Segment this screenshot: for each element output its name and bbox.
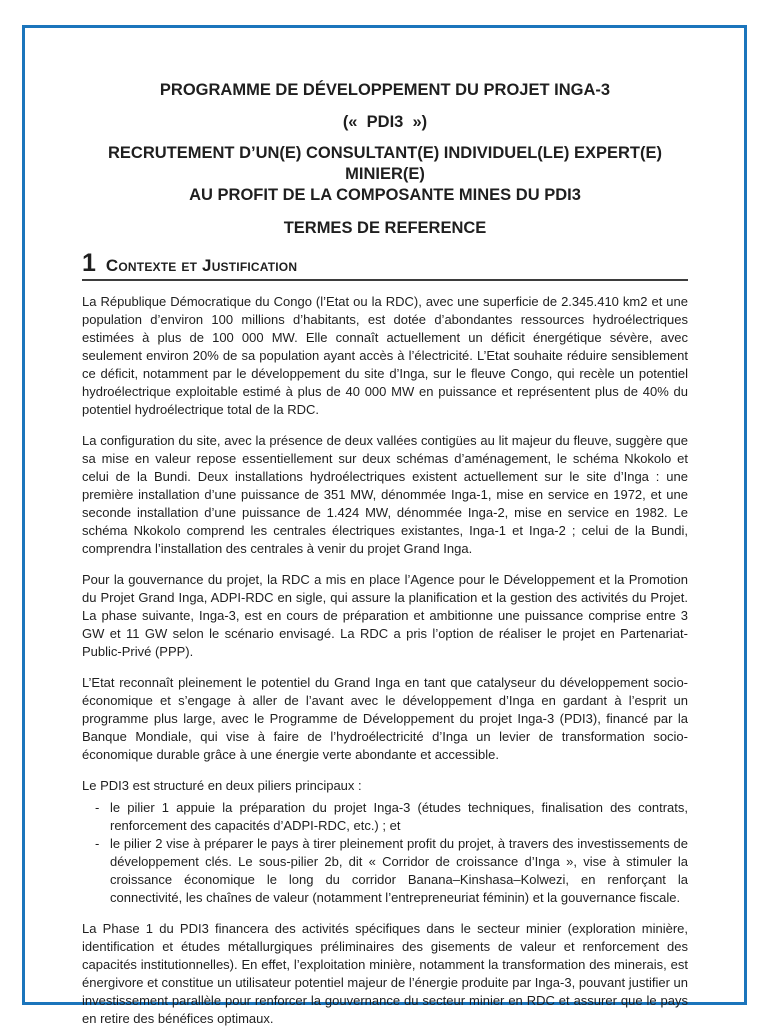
context-paragraph-1: La République Démocratique du Congo (l’Etat ou la RDC), avec une superficie de 2.345.410 km2 et une population d’environ 100 millions d’habitants, est dotée d’abondantes ressources hydroélectriques estimées à plus de 100 000 MW. Elle connaît actuellement un déficit énergétique sévère, avec seulement environ 20% de sa population ayant accès à l’électricité. L’Etat souhaite réduire sensiblement ce déficit, notamment par le développement du site d’Inga, sur le fleuve Congo, qui recèle un potentiel hydroélectrique exploitable estimé à plus de 40 000 MW en puissance et représentent plus de 40% du potentiel hydroélectrique total de la RDC. <box>82 294 688 417</box>
list-item-pillar-2 <box>82 835 688 907</box>
section-number: 1 <box>82 249 96 277</box>
pillars-list-intro: Le PDI3 est structuré en deux piliers principaux : <box>82 778 362 793</box>
page-border-frame <box>22 25 747 1026</box>
dash-marker: - <box>95 836 100 851</box>
dash-marker: - <box>95 800 100 815</box>
recruitment-title-line-2: AU PROFIT DE LA COMPOSANTE MINES DU PDI3 <box>189 186 581 204</box>
list-item-pillar-1 <box>82 799 688 835</box>
terms-of-reference-title: TERMES DE REFERENCE <box>283 219 487 237</box>
doc-subtitle-acronym: (« PDI3 ») <box>342 113 428 131</box>
pillar-1-text: le pilier 1 appuie la préparation du projet Inga-3 (études techniques, finalisation des contrats, renforcement des capacités d’ADPI-RDC, etc.) ; et <box>110 800 688 833</box>
pillar-2-text: le pilier 2 vise à préparer le pays à tirer pleinement profit du projet, à travers des investissements de développement clés. Le sous-pilier 2b, dit « Corridor de croissance d’Inga », vise à stimuler la croissance économique le long du corridor Banana–Kinshasa–Kolwezi, en renforçant la connectivité, les chaînes de valeur (notamment l’entrepreneuriat féminin) et la gouvernance fiscale. <box>110 836 688 905</box>
pillars-list <box>82 799 688 907</box>
doc-header <box>82 79 688 239</box>
closing-paragraph: La Phase 1 du PDI3 financera des activités spécifiques dans le secteur minier (exploration minière, identification et études métallurgiques préliminaires des gisements de valeur et renforcement des capacités institutionnelles). En effet, l’exploitation minière, notamment la transformation des minerais, est énergivore et constitue un utilisateur potentiel majeur de l’énergie produite par Inga-3, pouvant justifier un investissement parallèle pour renforcer la gouvernance du secteur minier en RDC et assurer que le pays en retire des bénéfices optimaux. <box>82 921 688 1026</box>
section-heading <box>82 251 688 281</box>
context-paragraph-3: Pour la gouvernance du projet, la RDC a mis en place l’Agence pour le Développement et la Promotion du Projet Grand Inga, ADPI-RDC en sigle, qui assure la planification et la gestion des activités du Projet. La phase suivante, Inga-3, est en cours de préparation et ambitionne une puissance comprise entre 3 GW et 11 GW selon le scénario envisagé. La RDC a pris l’option de réaliser le projet en Partenariat-Public-Privé (PPP). <box>82 572 688 659</box>
context-paragraph-4: L’Etat reconnaît pleinement le potentiel du Grand Inga en tant que catalyseur du développement socio-économique et s’engage à aller de l’avant avec le développement d’Inga en gardant à l’esprit un programme plus large, avec le Programme de Développement du projet Inga-3 (PDI3), financé par la Banque Mondiale, qui vise à faire de l’hydroélectricité d’Inga un levier de transformation socio-économique durable grâce à une énergie verte abondante et accessible. <box>82 675 688 762</box>
doc-title: PROGRAMME DE DÉVELOPPEMENT DU PROJET INGA-3 <box>159 81 611 99</box>
recruitment-title-line-1: RECRUTEMENT D’UN(E) CONSULTANT(E) INDIVIDUEL(LE) EXPERT(E) MINIER(E) <box>108 144 662 183</box>
context-paragraph-2: La configuration du site, avec la présence de deux vallées contigües au lit majeur du fleuve, suggère que sa mise en valeur repose essentiellement sur deux schémas d’aménagement, le schéma Nkokolo et celui de la Bundi. Deux installations hydroélectriques existent actuellement sur le site d’Inga : une première installation d’une puissance de 351 MW, dénommée Inga-1, mise en service en 1972, et une seconde installation d’une puissance de 1.424 MW, dénommée Inga-2, mise en service en 1982. Le schéma Nkokolo comprend les centrales électriques existantes, Inga-1 et Inga-2 ; celui de la Bundi, comprendra l’installation des centrales à venir du projet Grand Inga. <box>82 433 688 556</box>
document-page <box>82 79 688 1028</box>
section-title: Contexte et Justification <box>105 256 298 275</box>
